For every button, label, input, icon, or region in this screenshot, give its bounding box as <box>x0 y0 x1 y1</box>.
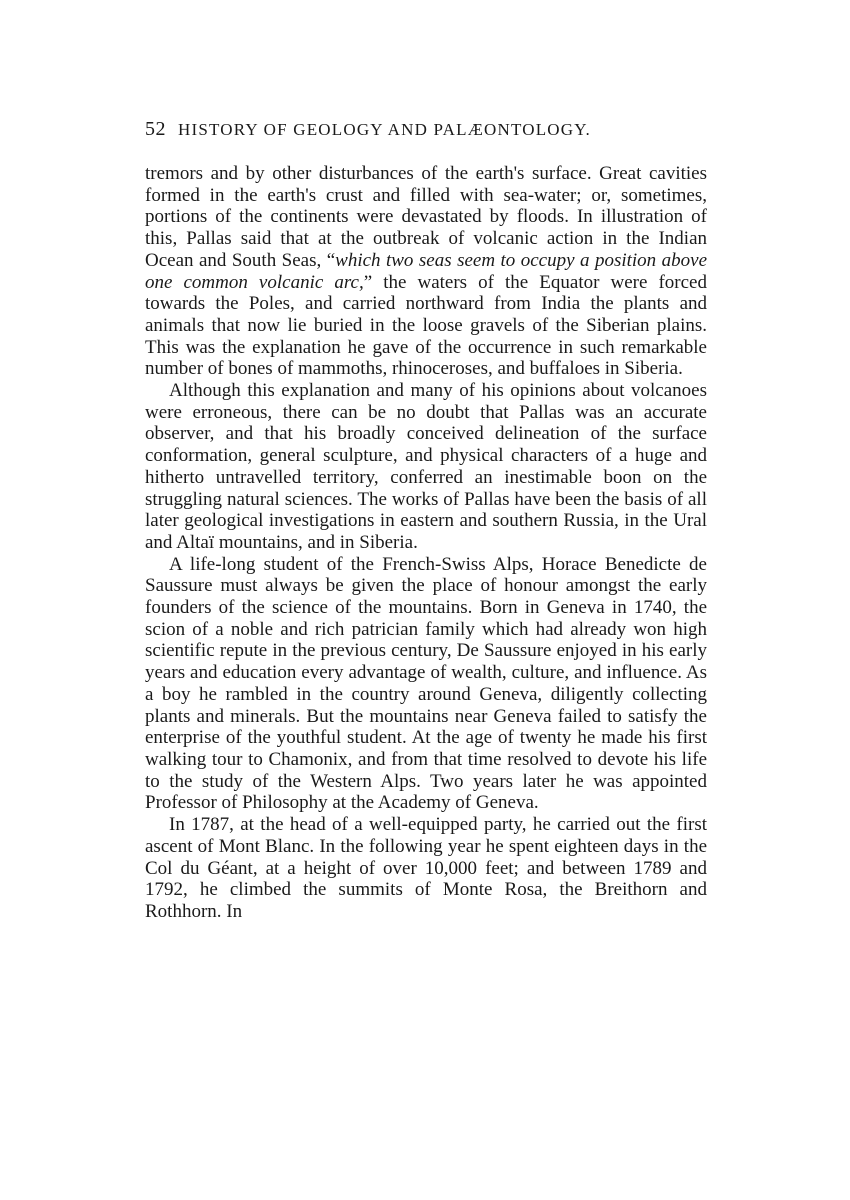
paragraph-pallas-legacy: Although this explanation and many of his opinions about volcanoes were erroneous, there can be no doubt that Pallas was an accurate observer, and that his broadly conceived delineation of the surface conformation, general sculpture, and physical characters of a huge and hitherto untravelled territory, conferred an inestimable boon on the struggling natural sciences. The works of Pallas have been the basis of all later geological investigations in eastern and southern Russia, in the Ural and Altaï mountains, and in Siberia. <box>145 380 707 553</box>
body-text <box>145 163 707 923</box>
running-header <box>145 118 707 141</box>
paragraph-text: ” the waters of the Equator were forced towards the Poles, and carried northward from India the plants and animals that now lie buried in the loose gravels of the Siberian plains. This was the explanation he gave of the occurrence in such remarkable number of bones of mammoths, rhinoceroses, and buffaloes in Siberia. <box>145 271 707 380</box>
paragraph-text: tremors and by other disturbances of the earth's surface. Great cavities formed in the earth's crust and filled with sea-water; or, sometimes, portions of the continents were devastated by floods. In illustration of this, Pallas said that at the outbreak of volcanic action in the Indian Ocean and South Seas, “ <box>145 163 707 271</box>
page-number: 52 <box>145 118 166 140</box>
paragraph-mont-blanc: In 1787, at the head of a well-equipped party, he carried out the first ascent of Mont Blanc. In the following year he spent eighteen days in the Col du Géant, at a height of over 10,000 feet; and between 1789 and 1792, he climbed the summits of Monte Rosa, the Breithorn and Rothhorn. In <box>145 814 707 922</box>
book-page <box>145 118 707 923</box>
paragraph-de-saussure: A life-long student of the French-Swiss Alps, Horace Benedicte de Saussure must always be given the place of honour amongst the early founders of the science of the mountains. Born in Geneva in 1740, the scion of a noble and rich patrician family which had already won high scientific repute in the previous century, De Saussure enjoyed in his early years and education every advantage of wealth, culture, and influence. As a boy he rambled in the country around Geneva, diligently collecting plants and minerals. But the mountains near Geneva failed to satisfy the enterprise of the youthful student. At the age of twenty he made his first walking tour to Chamonix, and from that time resolved to devote his life to the study of the Western Alps. Two years later he was appointed Professor of Philosophy at the Academy of Geneva. <box>145 553 707 814</box>
quotation: which two seas seem to occupy a position above one common volcanic arc, <box>145 249 708 293</box>
paragraph-pallas-theory <box>145 163 707 380</box>
running-title: HISTORY OF GEOLOGY AND PALÆONTOLOGY. <box>178 120 591 139</box>
